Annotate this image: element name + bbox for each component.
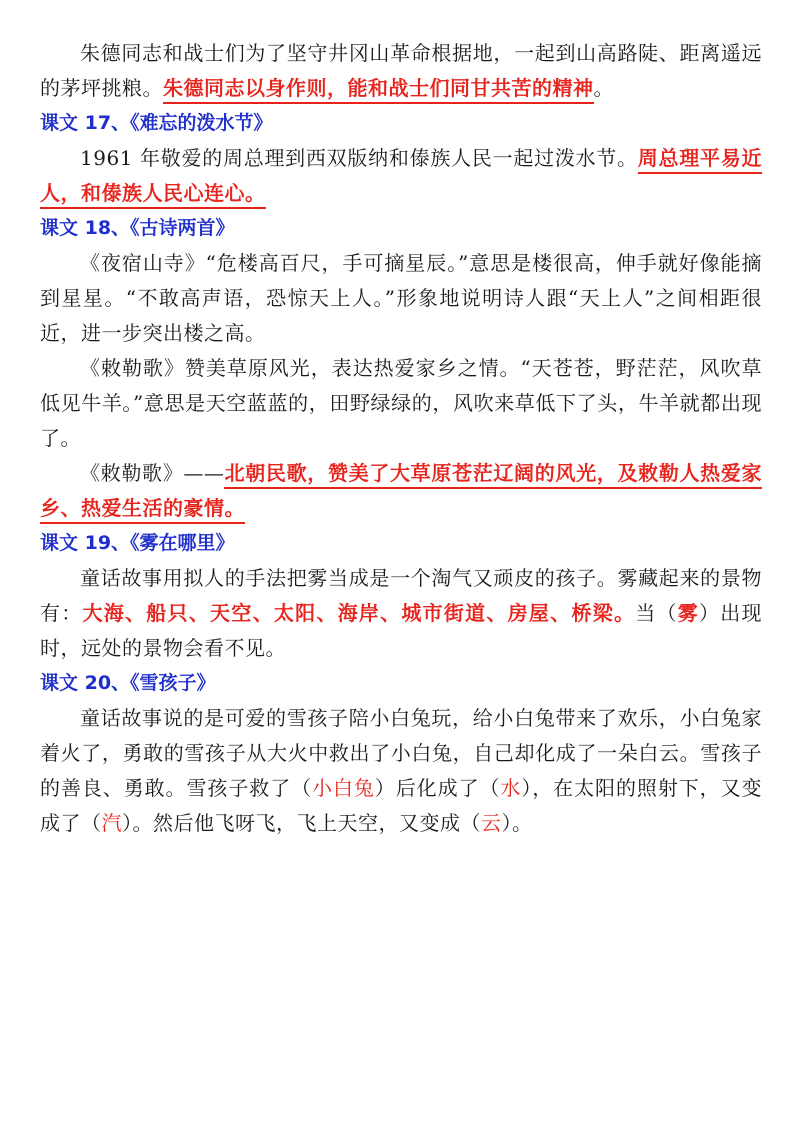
paragraph-lesson-17	[40, 141, 762, 211]
lesson-20-answer-1: 小白兔	[312, 776, 375, 800]
lesson-17-text: 1961 年敬爱的周总理到西双版纳和傣族人民一起过泼水节。	[80, 146, 638, 170]
lesson-18-summary-text: 《敕勒歌》——	[80, 461, 225, 485]
lesson-20-text-5: ）。	[501, 811, 533, 835]
zhu-de-end: 。	[593, 76, 614, 100]
lesson-19-heading: 课文 19、《雾在哪里》	[40, 532, 235, 554]
lesson-19-hidden-items: 大海、船只、天空、太阳、海岸、城市街道、房屋、桥梁。	[82, 601, 636, 625]
paragraph-zhu-de	[40, 36, 762, 106]
lesson-19-text-2: 当（	[635, 601, 678, 625]
zhu-de-text: 朱德同志和战士们为了坚守井冈山革命根据地，一起到山高路陡、距离遥远的茅坪挑粮。	[40, 41, 762, 100]
paragraph-lesson-18-summary	[40, 456, 762, 526]
lesson-18-highlight: 北朝民歌，赞美了大草原苍茫辽阔的风光，及敕勒人热爱家乡、热爱生活的豪情。	[40, 461, 762, 524]
lesson-20-answer-2: 水	[500, 776, 522, 800]
lesson-17-highlight: 周总理平易近人，和傣族人民心连心。	[40, 146, 762, 209]
lesson-18-heading: 课文 18、《古诗两首》	[40, 217, 235, 239]
lesson-20-text-1: 童话故事说的是可爱的雪孩子陪小白兔玩，给小白兔带来了欢乐，小白兔家着火了，勇敢的雪孩子从大火中救出了小白兔，自己却化成了一朵白云。雪孩子的善良、勇敢。雪孩子救了（	[40, 706, 762, 800]
lesson-20-text-2: ）后化成了（	[374, 776, 501, 800]
lesson-17-heading: 课文 17、《难忘的泼水节》	[40, 112, 273, 134]
lesson-20-answer-4: 云	[481, 811, 502, 835]
paragraph-lesson-20	[40, 701, 762, 841]
lesson-20-answer-3: 汽	[101, 811, 122, 835]
lesson-20-heading: 课文 20、《雪孩子》	[40, 672, 216, 694]
zhu-de-highlight: 朱德同志以身作则，能和战士们同甘共苦的精神	[163, 76, 594, 104]
lesson-20-text-4: ）。然后他飞呀飞，飞上天空，又变成（	[122, 811, 481, 835]
paragraph-lesson-18-poem-2: 《敕勒歌》赞美草原风光，表达热爱家乡之情。“天苍苍，野茫茫，风吹草低见牛羊。”意思是天空蓝蓝的，田野绿绿的，风吹来草低下了头，牛羊就都出现了。	[40, 356, 762, 450]
lesson-19-answer-fog: 雾	[677, 601, 699, 625]
lesson-19-text-1: 童话故事用拟人的手法把雾当成是一个淘气又顽皮的孩子。雾藏起来的景物有：	[40, 566, 762, 625]
lesson-20-text-3: ），在太阳的照射下，又变成了（	[40, 776, 763, 835]
paragraph-lesson-19	[40, 561, 762, 666]
lesson-19-text-3: ）出现时，远处的景物会看不见。	[40, 601, 763, 660]
paragraph-lesson-18-poem-1: 《夜宿山寺》“危楼高百尺，手可摘星辰。”意思是楼很高，伸手就好像能摘到星星。“不敢高声语，恐惊天上人。”形象地说明诗人跟“天上人”之间相距很近，进一步突出楼之高。	[40, 251, 762, 345]
